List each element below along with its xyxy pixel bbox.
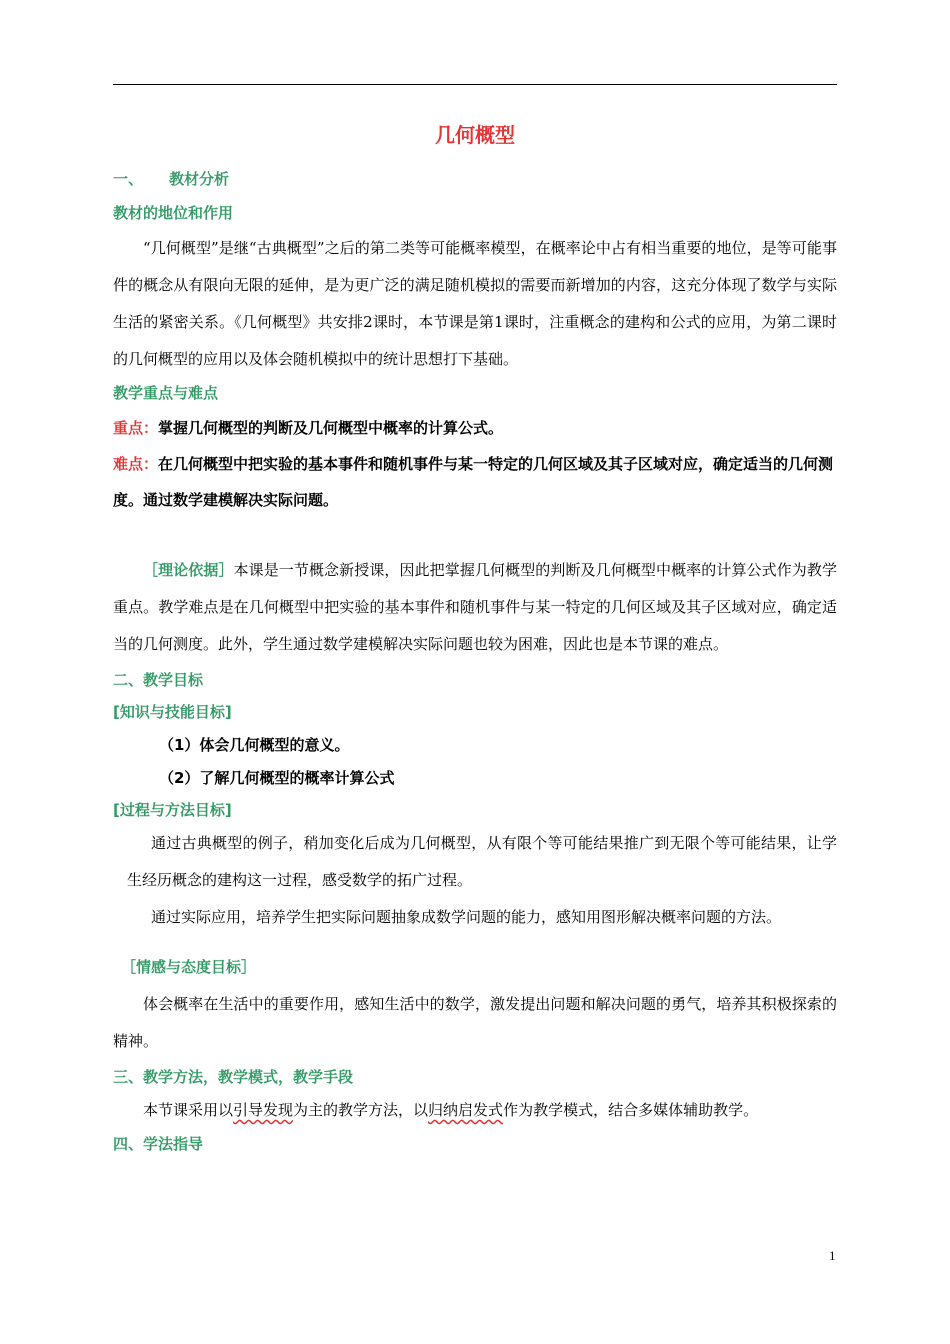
underlined-term-1: 引导发现 — [233, 1101, 294, 1119]
text-run: 为主的教学方法，以 — [293, 1101, 429, 1119]
theory-basis-label: ［理论依据］ — [143, 561, 234, 579]
subheading-key-difficult: 教学重点与难点 — [113, 384, 219, 402]
paragraph-process-1: 通过古典概型的例子，稍加变化后成为几何概型，从有限个等可能结果推广到无限个等可能结果，让学生经历概念的建构这一过程，感受数学的拓广过程。 — [127, 834, 837, 889]
paragraph-emotion: 体会概率在生活中的重要作用，感知生活中的数学，激发提出问题和解决问题的勇气，培养其积极探索的精神。 — [113, 995, 837, 1050]
spacer — [113, 518, 837, 552]
text-run: 本节课采用以 — [143, 1101, 234, 1119]
section-heading-3: 三、教学方法，教学模式，教学手段 — [113, 1068, 354, 1086]
paragraph-process-2: 通过实际应用，培养学生把实际问题抽象成数学问题的能力，感知用图形解决概率问题的方法。 — [151, 908, 782, 926]
subheading-process: [过程与方法目标] — [113, 801, 232, 819]
key-point — [113, 410, 837, 446]
document-page — [113, 120, 837, 1159]
goal-item-2: （2）了解几何概型的概率计算公式 — [159, 769, 395, 787]
key-text: 掌握几何概型的判断及几何概型中概率的计算公式。 — [158, 419, 504, 437]
difficult-text: 在几何概型中把实验的基本事件和随机事件与某一特定的几何区域及其子区域对应，确定适当的几何测度。通过数学建模解决实际问题。 — [113, 455, 834, 509]
subheading-emotion: ［情感与态度目标］ — [121, 958, 257, 976]
difficult-label: 难点： — [113, 455, 159, 473]
section-heading-2: 二、教学目标 — [113, 671, 204, 689]
text-run: 作为教学模式，结合多媒体辅助教学。 — [503, 1101, 759, 1119]
section-heading-4: 四、学法指导 — [113, 1135, 204, 1153]
paragraph-methods — [113, 1092, 837, 1129]
section-number: 一、 — [113, 170, 144, 188]
key-label: 重点： — [113, 419, 159, 437]
section-heading-1 — [113, 164, 837, 194]
spacer — [113, 936, 837, 952]
underlined-term-2: 归纳启发式 — [428, 1101, 504, 1119]
doc-title: 几何概型 — [435, 123, 515, 147]
header-rule — [113, 84, 837, 85]
page-number: 1 — [829, 1248, 836, 1263]
theory-basis — [113, 552, 837, 663]
paragraph-role: “几何概型”是继“古典概型”之后的第二类等可能概率模型，在概率论中占有相当重要的地位，是等可能事件的概念从有限向无限的延伸，是为更广泛的满足随机模拟的需要而新增加的内容，这充分体现了数学与实际生活的紧密关系。《几何概型》共安排2课时，本节课是第1课时，注重概念的建构和公式的应用，为第二课时的几何概型的应用以及体会随机模拟中的统计思想打下基础。 — [113, 239, 837, 368]
subheading-role: 教材的地位和作用 — [113, 204, 234, 222]
theory-basis-text: 本课是一节概念新授课，因此把掌握几何概型的判断及几何概型中概率的计算公式作为教学重点。教学难点是在几何概型中把实验的基本事件和随机事件与某一特定的几何区域及其子区域对应，确定适当的几何测度。此外，学生通过数学建模解决实际问题也较为困难，因此也是本节课的难点。 — [113, 561, 837, 653]
subheading-knowledge: [知识与技能目标] — [113, 703, 232, 721]
goal-item-1: （1）体会几何概型的意义。 — [159, 736, 350, 754]
difficult-point — [113, 446, 837, 518]
section-label: 教材分析 — [169, 170, 230, 188]
